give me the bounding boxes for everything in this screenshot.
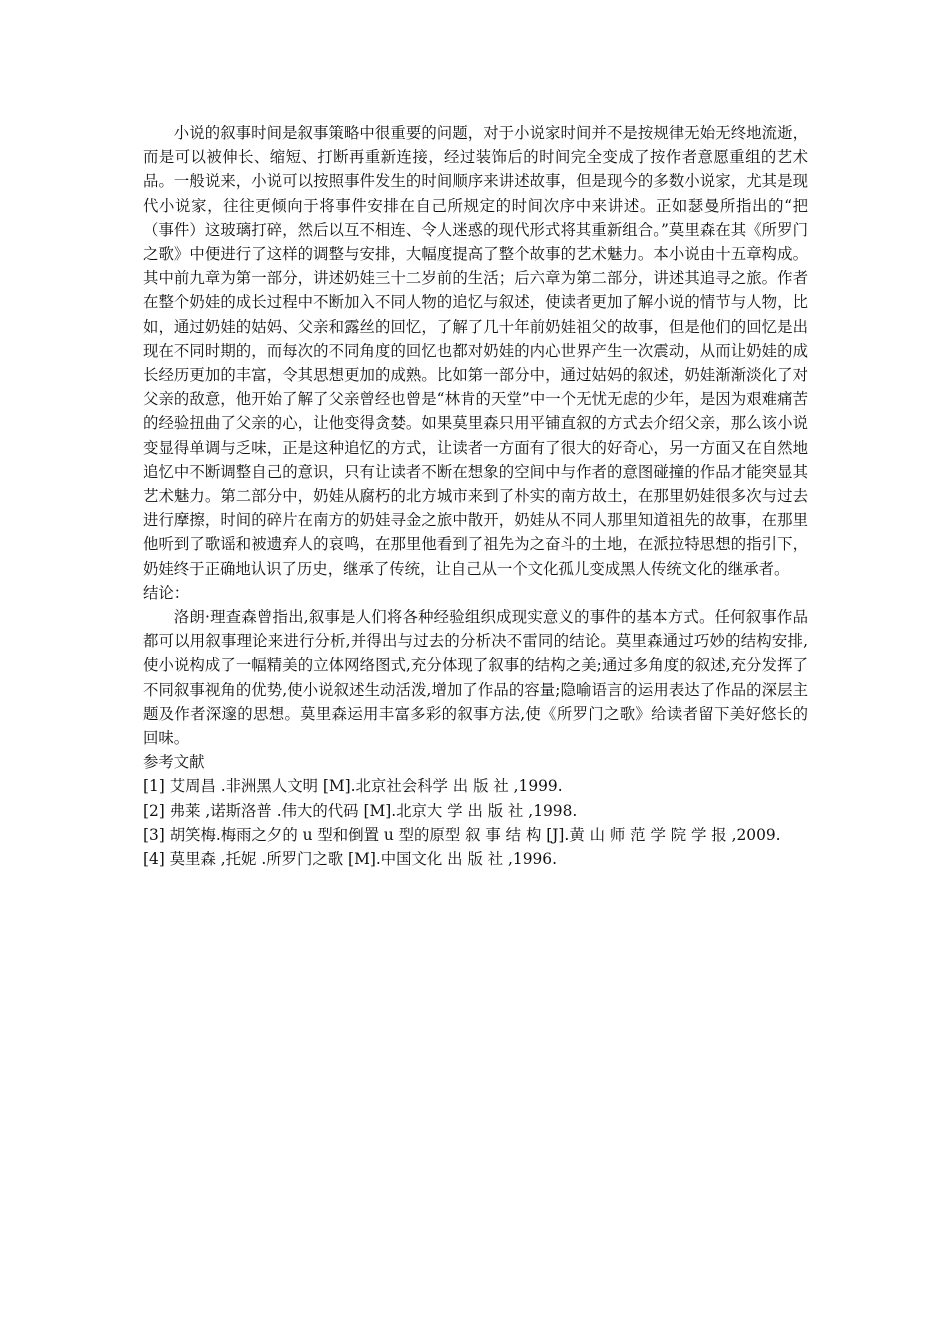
document-page [143,121,808,871]
conclusion-paragraph: 洛朗·理查森曾指出,叙事是人们将各种经验组织成现实意义的事件的基本方式。任何叙事作品都可以用叙事理论来进行分析,并得出与过去的分析决不雷同的结论。莫里森通过巧妙的结构安排,使小说构成了一幅精美的立体网络图式,充分体现了叙事的结构之美;通过多角度的叙述,充分发挥了不同叙事视角的优势,使小说叙述生动活泼,增加了作品的容量;隐喻语言的运用表达了作品的深层主题及作者深邃的思想。莫里森运用丰富多彩的叙事方法,使《所罗门之歌》给读者留下美好悠长的回味。 [143,608,808,748]
references-list [143,774,808,871]
body-paragraph-narrative-time: 小说的叙事时间是叙事策略中很重要的问题，对于小说家时间并不是按规律无始无终地流逝，而是可以被伸长、缩短、打断再重新连接，经过装饰后的时间完全变成了按作者意愿重组的艺术品。一般说来，小说可以按照事件发生的时间顺序来讲述故事，但是现今的多数小说家，尤其是现代小说家，往往更倾向于将事件安排在自己所规定的时间次序中来讲述。正如瑟曼所指出的“把（事件）这玻璃打碎，然后以互不相连、令人迷惑的现代形式将其重新组合。”莫里森在其《所罗门之歌》中便进行了这样的调整与安排，大幅度提高了整个故事的艺术魅力。本小说由十五章构成。其中前九章为第一部分，讲述奶娃三十二岁前的生活；后六章为第二部分，讲述其追寻之旅。作者在整个奶娃的成长过程中不断加入不同人物的追忆与叙述，使读者更加了解小说的情节与人物，比如，通过奶娃的姑妈、父亲和露丝的回忆，了解了几十年前奶娃祖父的故事，但是他们的回忆是出现在不同时期的，而每次的不同角度的回忆也都对奶娃的内心世界产生一次震动，从而让奶娃的成长经历更加的丰富，令其思想更加的成熟。比如第一部分中，通过姑妈的叙述，奶娃渐渐淡化了对父亲的敌意，他开始了解了父亲曾经也曾是“林肯的天堂”中一个无忧无虑的少年，是因为艰难痛苦的经验扭曲了父亲的心，让他变得贪婪。如果莫里森只用平铺直叙的方式去介绍父亲，那么该小说变显得单调与乏味，正是这种追忆的方式，让读者一方面有了很大的好奇心，另一方面又在自然地追忆中不断调整自己的意识，只有让读者不断在想象的空间中与作者的意图碰撞的作品才能突显其艺术魅力。第二部分中，奶娃从腐朽的北方城市来到了朴实的南方故土，在那里奶娃很多次与过去进行摩擦，时间的碎片在南方的奶娃寻金之旅中散开，奶娃从不同人那里知道祖先的故事，在那里他听到了歌谣和被遗弃人的哀鸣，在那里他看到了祖先为之奋斗的土地，在派拉特思想的指引下，奶娃终于正确地认识了历史，继承了传统，让自己从一个文化孤儿变成黑人传统文化的继承者。 [143,124,808,578]
reference-item-1: [1] 艾周昌 .非洲黑人文明 [M].北京社会科学 出 版 社 ,1999. [143,777,563,796]
conclusion-heading: 结论： [143,583,190,602]
reference-item-2: [2] 弗莱 ,诺斯洛普 .伟大的代码 [M].北京大 学 出 版 社 ,1998. [143,801,578,820]
references-heading: 参考文献 [143,753,205,772]
reference-item-4: [4] 莫里森 ,托妮 .所罗门之歌 [M].中国文化 出 版 社 ,1996. [143,850,557,869]
reference-item-3: [3] 胡笑梅.梅雨之夕的 u 型和倒置 u 型的原型 叙 事 结 构 [J].黄 山 师 范 学 院 学 报 ,2009. [143,825,781,844]
